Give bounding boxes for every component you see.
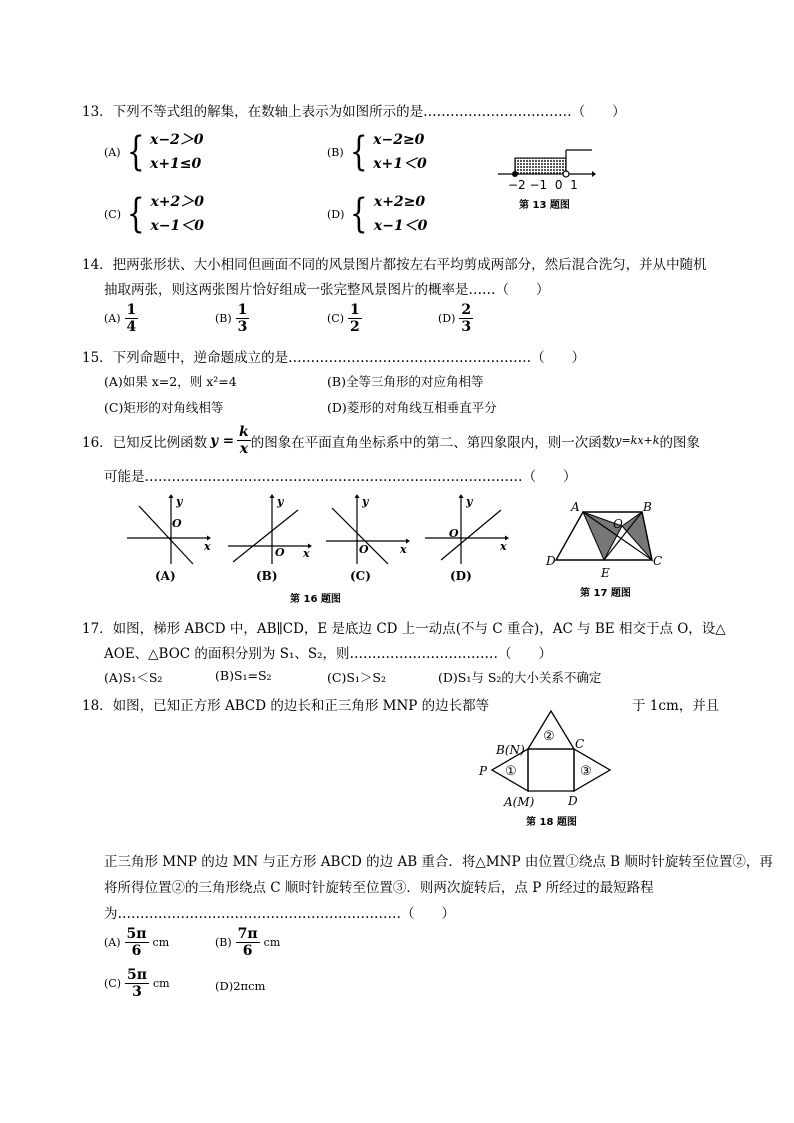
q14-c-num: 1 (350, 302, 360, 318)
q18-line1: 18．如图，已知正方形 ABCD 的边长和正三角形 MNP 的边长都等 (82, 698, 490, 714)
q18-line2: 正三角形 MNP 的边 MN 与正方形 ABCD 的边 AB 重合．将△MNP 由位置①绕点 B 顺时针旋转至位置②，再 (104, 854, 773, 870)
q16-b-x-label: x (303, 547, 310, 560)
q13-a-label: (A) (104, 145, 121, 159)
q13-c-line2: x−1＜0 (150, 218, 205, 234)
q14-option-c (327, 302, 362, 335)
q17-trapezoid-figure (542, 498, 668, 580)
q18-label-p: P (479, 764, 488, 778)
q13-option-d (327, 190, 427, 238)
q17-line2: AOE、△BOC 的面积分别为 S₁、S₂，则……………………………（ ） (104, 646, 553, 662)
q18-label-am: A(M) (504, 795, 535, 809)
q14-c-den: 2 (350, 319, 360, 335)
square-abcd (528, 749, 574, 791)
q14-c-label: (C) (327, 312, 344, 325)
q18-label-1: ① (505, 764, 517, 779)
q18-label-d: D (568, 794, 578, 808)
q18-option-c (104, 967, 170, 1000)
q18-label-c: C (575, 737, 585, 751)
q13-d-line1: x+2≥0 (373, 194, 426, 210)
q17-pt-o: O (613, 517, 623, 531)
q13-b-label: (B) (327, 145, 344, 159)
q13-b-line1: x−2≥0 (373, 132, 425, 148)
q13-option-c (104, 190, 204, 238)
q16-c-y-label: y (362, 495, 369, 508)
arrow-right-icon (592, 171, 596, 177)
q13-d-label: (D) (327, 207, 345, 221)
q13-d-line2: x−1＜0 (373, 218, 428, 234)
q18-a-unit: cm (152, 936, 170, 949)
q14-a-label: (A) (104, 312, 121, 325)
q16-graph-a (127, 494, 211, 564)
q18-line3: 将所得位置②的三角形绕点 C 顺时针旋转至位置③．则两次旋转后，点 P 所经过的最短路程 (104, 880, 654, 896)
q14-d-num: 2 (461, 302, 472, 318)
q15-option-b: (B)全等三角形的对应角相等 (327, 374, 484, 389)
q18-label-3: ③ (580, 764, 592, 779)
q18-c-num: 5π (127, 967, 147, 983)
q18-option-d: (D)2πcm (215, 979, 266, 993)
q16-c-x-label: x (400, 543, 407, 556)
q14-b-den: 3 (237, 319, 248, 335)
q14-line2: 抽取两张，则这两张图片恰好组成一张完整风景图片的概率是……（ ） (104, 282, 550, 298)
closed-dot-icon (512, 171, 518, 177)
q16-y-eq: y = (210, 432, 235, 449)
q13-b-line2: x+1＜0 (373, 156, 427, 172)
q16-b-graph-line (233, 510, 298, 562)
q16-label-d: (D) (450, 569, 472, 583)
q13-a-line1: x−2＞0 (149, 132, 204, 148)
q15-option-d: (D)菱形的对角线互相垂直平分 (327, 400, 497, 415)
q14-line1: 14．把两张形状、大小相同但画面不同的风景图片都按左右平均剪成两部分，然后混合洗匀，并从中随机 (82, 257, 707, 273)
q17-pt-d: D (546, 554, 556, 568)
q14-option-b (215, 302, 249, 335)
q13-figure-caption: 第 13 题图 (519, 200, 570, 211)
brace-icon: { (350, 191, 369, 237)
q17-figure-caption: 第 17 题图 (580, 588, 631, 599)
q14-b-label: (B) (215, 312, 232, 325)
q18-b-num: 7π (237, 926, 258, 942)
brace-icon: { (349, 129, 368, 175)
q17-pt-e: E (601, 566, 610, 580)
open-dot-icon (563, 171, 569, 177)
q14-option-a (104, 302, 138, 335)
q18-c-den: 3 (132, 984, 142, 1000)
q14-a-num: 1 (126, 302, 137, 318)
q15-option-a: (A)如果 x=2，则 x²=4 (104, 374, 237, 389)
q16-graph-c (326, 494, 410, 564)
q16-graph-b (228, 494, 312, 564)
q17-pt-a: A (571, 500, 580, 514)
q17-pt-b: B (643, 500, 652, 514)
q17-line1: 17．如图，梯形 ABCD 中，AB∥CD，E 是底边 CD 上一动点(不与 C 重合)，AC 与 BE 相交于点 O，设△ (82, 621, 726, 637)
q16-stem-c: 的图象 (659, 434, 700, 451)
q18-b-label: (B) (215, 936, 232, 949)
q16-b-origin: O (275, 546, 285, 559)
q13-tick-labels: −2 −1 0 1 (508, 178, 578, 192)
q16-stem-line1 (82, 424, 700, 457)
brace-icon: { (126, 129, 145, 175)
q16-a-x-label: x (204, 540, 211, 553)
q18-option-a (104, 926, 169, 959)
q18-a-label: (A) (104, 936, 121, 949)
q17-option-b: (B)S₁=S₂ (215, 668, 272, 683)
q13-number-line-figure (496, 148, 596, 182)
q16-c-origin: O (359, 543, 369, 556)
q13-option-a (104, 128, 204, 176)
q17-option-d: (D)S₁与 S₂的大小关系不确定 (438, 670, 602, 685)
q18-line4: 为………………………………………………………（ ） (104, 906, 455, 922)
q14-b-num: 1 (237, 302, 248, 318)
q18-figure (476, 708, 618, 814)
q18-option-b (215, 926, 280, 959)
q18-b-den: 6 (242, 943, 253, 959)
q16-b-y-label: y (277, 495, 284, 508)
q13-c-label: (C) (104, 207, 121, 221)
q17-option-c: (C)S₁＞S₂ (327, 670, 386, 685)
q18-a-den: 6 (131, 943, 142, 959)
q16-label-b: (B) (256, 569, 278, 583)
q16-d-x-label: x (500, 540, 507, 553)
q16-d-origin: O (449, 527, 459, 540)
q14-d-den: 3 (461, 319, 472, 335)
solution-region (515, 158, 566, 174)
q18-label-bn: B(N) (496, 743, 525, 757)
q14-option-d (438, 302, 473, 335)
q16-k: k (239, 424, 249, 440)
q16-x: x (239, 441, 249, 457)
q16-func: y=kx+k (615, 434, 660, 447)
q13-stem: 13．下列不等式组的解集，在数轴上表示为如图所示的是……………………………（ ） (82, 104, 626, 120)
q16-graph-d (425, 494, 509, 564)
q13-c-line1: x+2＞0 (150, 194, 205, 210)
q16-stem-a: 16．已知反比例函数 (82, 434, 208, 451)
q18-a-num: 5π (126, 926, 147, 942)
q16-stem-b: 的图象在平面直角坐标系中的第二、第四象限内，则一次函数 (250, 434, 616, 451)
q18-label-2: ② (543, 729, 555, 744)
q18-figure-caption: 第 18 题图 (526, 817, 577, 828)
q15-stem: 15．下列命题中，逆命题成立的是………………………………………………（ ） (82, 350, 586, 366)
q17-pt-c: C (653, 554, 663, 568)
q13-option-b (327, 128, 427, 176)
q18-c-unit: cm (153, 977, 170, 990)
q14-a-den: 4 (126, 319, 137, 335)
q16-label-c: (C) (350, 569, 371, 583)
q15-option-c: (C)矩形的对角线相等 (104, 400, 224, 415)
q14-d-label: (D) (438, 312, 456, 325)
q16-label-a: (A) (155, 569, 176, 583)
q16-a-origin: O (172, 517, 182, 530)
brace-icon: { (126, 191, 145, 237)
q18-b-unit: cm (263, 936, 281, 949)
q16-stem-line2: 可能是…………………………………………………………………………（ ） (104, 469, 577, 485)
q17-option-a: (A)S₁＜S₂ (104, 670, 163, 685)
q16-a-y-label: y (176, 495, 183, 508)
q16-d-y-label: y (466, 495, 473, 508)
q16-figure-caption: 第 16 题图 (290, 594, 341, 605)
q13-a-line2: x+1≤0 (149, 156, 202, 172)
q18-line1-tail: 于 1cm，并且 (632, 698, 720, 714)
q16-a-graph-line (139, 506, 193, 564)
q18-c-label: (C) (104, 977, 121, 990)
